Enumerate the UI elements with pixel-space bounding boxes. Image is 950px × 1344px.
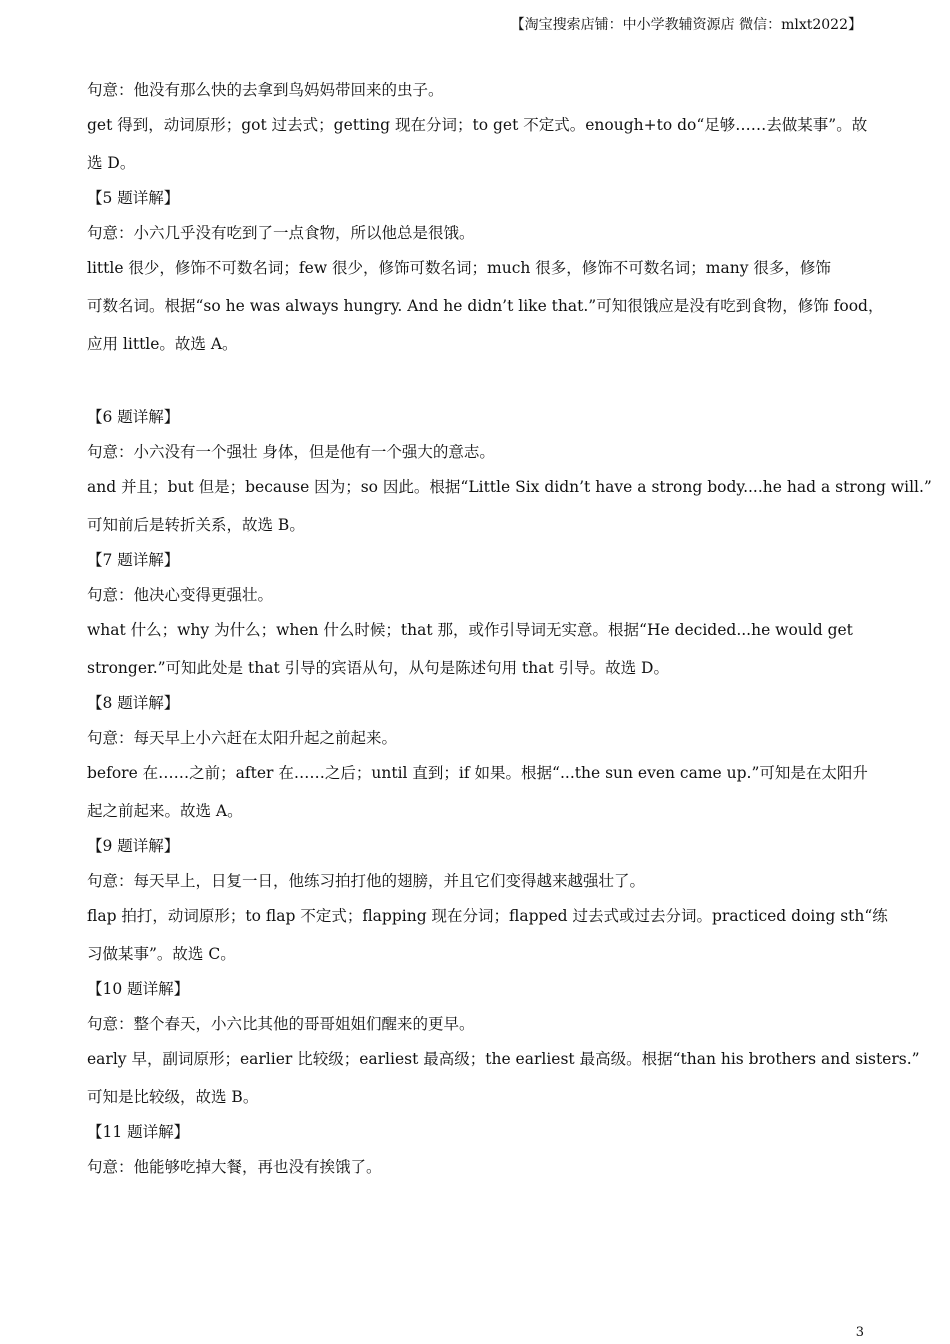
text-line: 句意：每天早上小六赶在太阳升起之前起来。	[87, 729, 398, 747]
text-line: early 早，副词原形；earlier 比较级；earliest 最高级；the earliest 最高级。根据“than his brothers and sisters.”	[87, 1050, 920, 1068]
text-line: 句意：小六没有一个强壮 身体，但是他有一个强大的意志。	[87, 443, 495, 461]
text-line: stronger.”可知此处是 that 引导的宾语从句，从句是陈述句用 that 引导。故选 D。	[87, 659, 669, 677]
text-line: before 在……之前；after 在……之后；until 直到；if 如果。根据“...the sun even came up.”可知是在太阳升	[87, 764, 868, 782]
text-line: and 并且；but 但是；because 因为；so 因此。根据“Little Six didn’t have a strong body....he had a strong will.”	[87, 478, 932, 496]
text-line: 句意：他没有那么快的去拿到鸟妈妈带回来的虫子。	[87, 81, 444, 99]
text-line: 可知是比较级，故选 B。	[87, 1088, 259, 1106]
section-heading: 【9 题详解】	[87, 837, 180, 855]
text-line: 习做某事”。故选 C。	[87, 945, 236, 963]
text-line: 可知前后是转折关系，故选 B。	[87, 516, 305, 534]
section-heading: 【6 题详解】	[87, 408, 180, 426]
section-heading: 【7 题详解】	[87, 551, 180, 569]
text-line: little 很少，修饰不可数名词；few 很少，修饰可数名词；much 很多，修饰不可数名词；many 很多，修饰	[87, 259, 831, 277]
text-line: 选 D。	[87, 154, 136, 172]
text-line: 句意：每天早上，日复一日，他练习拍打他的翅膀，并且它们变得越来越强壮了。	[87, 872, 646, 890]
section-heading: 【8 题详解】	[87, 694, 180, 712]
text-line: 应用 little。故选 A。	[87, 335, 238, 353]
text-line: 句意：小六几乎没有吃到了一点食物，所以他总是很饿。	[87, 224, 475, 242]
text-line: 句意：他能够吃掉大餐，再也没有挨饿了。	[87, 1158, 382, 1176]
text-line: 可数名词。根据“so he was always hungry. And he didn’t like that.”可知很饿应是没有吃到食物，修饰 food，	[87, 297, 884, 315]
section-heading: 【11 题详解】	[87, 1123, 190, 1141]
text-line: 句意：整个春天，小六比其他的哥哥姐姐们醒来的更早。	[87, 1015, 475, 1033]
text-line: flap 拍打，动词原形；to flap 不定式；flapping 现在分词；flapped 过去式或过去分词。practiced doing sth“练	[87, 907, 888, 925]
section-heading: 【10 题详解】	[87, 980, 190, 998]
text-line: 起之前起来。故选 A。	[87, 802, 243, 820]
page-header: 【淘宝搜索店铺：中小学教辅资源店 微信：mlxt2022】	[510, 17, 862, 33]
document-body	[87, 80, 932, 1177]
text-line: what 什么；why 为什么；when 什么时候；that 那，或作引导词无实意。根据“He decided...he would get	[87, 621, 853, 639]
text-line: get 得到，动词原形；got 过去式；getting 现在分词；to get 不定式。enough+to do“足够……去做某事”。故	[87, 116, 868, 134]
text-line: 句意：他决心变得更强壮。	[87, 586, 274, 604]
page-number: 3	[855, 1325, 864, 1340]
section-heading: 【5 题详解】	[87, 189, 180, 207]
